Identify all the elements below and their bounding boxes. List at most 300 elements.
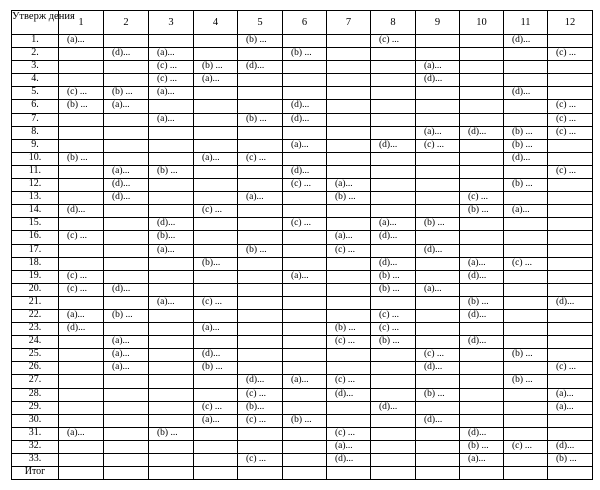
- table-cell: [416, 205, 460, 218]
- row-label: 5.: [12, 87, 59, 100]
- cell-value: (d)...: [379, 139, 398, 150]
- table-cell: [548, 244, 593, 257]
- table-cell: [59, 270, 104, 283]
- table-cell: [283, 323, 327, 336]
- cell-value: (b) ...: [335, 192, 356, 203]
- cell-value: (d)...: [67, 323, 86, 334]
- table-cell: [504, 454, 548, 467]
- table-row: [12, 414, 593, 427]
- table-cell: [59, 375, 104, 388]
- table-cell: [149, 270, 194, 283]
- table-cell: [194, 35, 238, 48]
- cell-value: (a)...: [67, 35, 85, 45]
- table-body: [12, 35, 593, 480]
- table-cell: [548, 257, 593, 270]
- table-cell: [59, 309, 104, 322]
- cell-value: (d)...: [468, 126, 487, 137]
- table-cell: [548, 336, 593, 349]
- cell-value: (a)...: [556, 401, 574, 412]
- table-cell: [104, 427, 149, 440]
- row-label: 13.: [12, 192, 59, 205]
- table-cell: [327, 48, 371, 61]
- table-cell: [460, 375, 504, 388]
- table-cell: [548, 401, 593, 414]
- table-cell: [238, 165, 283, 178]
- table-cell: [59, 35, 104, 48]
- table-cell: [460, 100, 504, 113]
- table-cell: [548, 35, 593, 48]
- cell-value: (d)...: [112, 48, 131, 59]
- table-cell: [283, 126, 327, 139]
- table-cell: [238, 61, 283, 74]
- cell-value: (d)...: [335, 454, 354, 464]
- cell-value: (a)...: [202, 414, 220, 425]
- table-cell: [149, 231, 194, 244]
- table-cell: [371, 454, 416, 467]
- row-label: 32.: [12, 440, 59, 453]
- table-cell: [327, 74, 371, 87]
- cell-value: (c) ...: [512, 440, 533, 451]
- table-cell: [283, 257, 327, 270]
- table-cell: [59, 48, 104, 61]
- table-cell: [283, 336, 327, 349]
- cell-value: (b) ...: [157, 165, 178, 176]
- table-cell: [238, 152, 283, 165]
- table-cell: [104, 388, 149, 401]
- cell-value: (b) ...: [512, 349, 533, 360]
- table-cell: [327, 152, 371, 165]
- table-cell: [548, 375, 593, 388]
- row-label: 11.: [12, 165, 59, 178]
- table-cell: [371, 440, 416, 453]
- table-cell: [149, 35, 194, 48]
- cell-value: (c) ...: [202, 296, 223, 307]
- table-cell: [104, 375, 149, 388]
- table-cell: [194, 440, 238, 453]
- row-label: 1.: [12, 35, 59, 48]
- table-cell: [416, 48, 460, 61]
- table-cell: [238, 35, 283, 48]
- table-cell: [371, 414, 416, 427]
- table-cell: [504, 270, 548, 283]
- table-cell: [194, 375, 238, 388]
- cell-value: (b) ...: [67, 152, 88, 163]
- cell-value: (c) ...: [202, 401, 223, 412]
- table-cell: [149, 244, 194, 257]
- cell-value: (b) ...: [112, 309, 133, 320]
- table-row: [12, 244, 593, 257]
- table-cell: [504, 323, 548, 336]
- table-cell: [194, 336, 238, 349]
- table-cell: [504, 440, 548, 453]
- table-row: [12, 336, 593, 349]
- table-cell: [327, 454, 371, 467]
- table-cell: [238, 401, 283, 414]
- table-cell: [59, 100, 104, 113]
- table-cell: [149, 257, 194, 270]
- table-cell: [238, 231, 283, 244]
- table-cell: [548, 427, 593, 440]
- table-row: [12, 388, 593, 401]
- column-header: 2: [104, 11, 149, 35]
- table-cell: [104, 192, 149, 205]
- table-cell: [371, 270, 416, 283]
- table-cell: [59, 283, 104, 296]
- column-header: 12: [548, 11, 593, 35]
- table-cell: [283, 205, 327, 218]
- row-label: 21.: [12, 296, 59, 309]
- table-cell: [149, 414, 194, 427]
- table-cell: [371, 87, 416, 100]
- cell-value: (a)...: [112, 100, 130, 111]
- table-cell: [194, 231, 238, 244]
- table-cell: [460, 192, 504, 205]
- total-cell: [149, 467, 194, 480]
- cell-value: (a)...: [556, 388, 574, 399]
- table-cell: [194, 61, 238, 74]
- table-cell: [460, 296, 504, 309]
- table-cell: [104, 270, 149, 283]
- table-row: [12, 61, 593, 74]
- cell-value: (c) ...: [67, 87, 88, 98]
- row-label: 15.: [12, 218, 59, 231]
- table-cell: [371, 179, 416, 192]
- cell-value: (b) ...: [512, 139, 533, 150]
- cell-value: (d)...: [112, 192, 131, 203]
- table-cell: [371, 126, 416, 139]
- cell-value: (d)...: [424, 244, 443, 255]
- table-cell: [460, 179, 504, 192]
- table-cell: [416, 113, 460, 126]
- table-cell: [283, 165, 327, 178]
- row-label: 20.: [12, 283, 59, 296]
- cell-value: (c) ...: [556, 113, 577, 124]
- cell-value: (c) ...: [424, 139, 445, 150]
- cell-value: (b) ...: [246, 113, 267, 124]
- cell-value: (c) ...: [379, 309, 400, 320]
- total-cell: [504, 467, 548, 480]
- table-cell: [238, 270, 283, 283]
- header-row: [12, 11, 593, 35]
- row-label: 16.: [12, 231, 59, 244]
- table-cell: [548, 323, 593, 336]
- table-cell: [194, 349, 238, 362]
- table-cell: [283, 48, 327, 61]
- cell-value: (b) ...: [468, 296, 489, 307]
- cell-value: (c) ...: [335, 244, 356, 255]
- table-cell: [416, 309, 460, 322]
- table-cell: [416, 152, 460, 165]
- cell-value: (b) ...: [112, 87, 133, 98]
- cell-value: (d)...: [556, 440, 575, 451]
- table-row: [12, 427, 593, 440]
- table-cell: [416, 427, 460, 440]
- table-row: [12, 35, 593, 48]
- table-row: [12, 205, 593, 218]
- table-cell: [149, 375, 194, 388]
- table-cell: [194, 414, 238, 427]
- table-cell: [327, 165, 371, 178]
- table-cell: [194, 362, 238, 375]
- table-cell: [59, 231, 104, 244]
- table-cell: [460, 87, 504, 100]
- table-cell: [59, 454, 104, 467]
- table-cell: [238, 349, 283, 362]
- table-row: [12, 257, 593, 270]
- table-cell: [416, 440, 460, 453]
- table-row: [12, 270, 593, 283]
- cell-value: (a)...: [291, 139, 309, 150]
- table-cell: [416, 61, 460, 74]
- table-cell: [371, 401, 416, 414]
- cell-value: (d)...: [379, 257, 398, 268]
- table-cell: [149, 218, 194, 231]
- table-cell: [504, 375, 548, 388]
- table-row: [12, 152, 593, 165]
- cell-value: (a)...: [512, 205, 530, 216]
- cell-value: (d)...: [246, 375, 265, 386]
- table-cell: [238, 440, 283, 453]
- table-cell: [327, 375, 371, 388]
- row-label: 2.: [12, 48, 59, 61]
- table-cell: [149, 165, 194, 178]
- table-cell: [149, 74, 194, 87]
- table-row: [12, 454, 593, 467]
- cell-value: (a)...: [335, 231, 353, 242]
- table-cell: [283, 139, 327, 152]
- table-cell: [149, 388, 194, 401]
- table-cell: [238, 113, 283, 126]
- table-cell: [504, 126, 548, 139]
- cell-value: (b) ...: [512, 375, 533, 386]
- table-cell: [504, 388, 548, 401]
- table-cell: [283, 218, 327, 231]
- table-cell: [238, 309, 283, 322]
- table-cell: [149, 139, 194, 152]
- table-cell: [416, 270, 460, 283]
- table-cell: [548, 139, 593, 152]
- row-label: 6.: [12, 100, 59, 113]
- table-cell: [149, 336, 194, 349]
- table-cell: [460, 244, 504, 257]
- cell-value: (b) ...: [202, 362, 223, 373]
- table-cell: [283, 270, 327, 283]
- cell-value: (d)...: [291, 165, 310, 176]
- cell-value: (d)...: [424, 74, 443, 85]
- table-cell: [59, 218, 104, 231]
- table-cell: [548, 205, 593, 218]
- table-row: [12, 48, 593, 61]
- table-cell: [149, 87, 194, 100]
- table-cell: [59, 349, 104, 362]
- table-cell: [504, 87, 548, 100]
- cell-value: (a)...: [468, 257, 486, 268]
- table-cell: [104, 100, 149, 113]
- row-label: 28.: [12, 388, 59, 401]
- table-cell: [238, 48, 283, 61]
- table-cell: [283, 100, 327, 113]
- cell-value: (d)...: [512, 35, 531, 45]
- cell-value: (a)...: [424, 126, 442, 137]
- table-cell: [416, 218, 460, 231]
- table-cell: [327, 179, 371, 192]
- cell-value: (a)...: [112, 349, 130, 360]
- row-label: 10.: [12, 152, 59, 165]
- table-cell: [283, 231, 327, 244]
- table-cell: [283, 113, 327, 126]
- cell-value: (d)...: [468, 336, 487, 347]
- table-cell: [460, 323, 504, 336]
- table-cell: [548, 440, 593, 453]
- table-cell: [104, 231, 149, 244]
- table-cell: [460, 61, 504, 74]
- table-row: [12, 100, 593, 113]
- table-cell: [504, 48, 548, 61]
- table-cell: [59, 296, 104, 309]
- table-cell: [371, 244, 416, 257]
- table-cell: [460, 139, 504, 152]
- table-cell: [416, 165, 460, 178]
- table-cell: [283, 74, 327, 87]
- column-header: 5: [238, 11, 283, 35]
- table-cell: [327, 218, 371, 231]
- table-cell: [283, 375, 327, 388]
- table-cell: [238, 375, 283, 388]
- table-cell: [238, 323, 283, 336]
- table-cell: [548, 87, 593, 100]
- table-cell: [149, 205, 194, 218]
- table-cell: [238, 283, 283, 296]
- table-cell: [327, 414, 371, 427]
- cell-value: (c) ...: [556, 100, 577, 111]
- row-label: 19.: [12, 270, 59, 283]
- table-cell: [327, 270, 371, 283]
- table-cell: [327, 100, 371, 113]
- table-cell: [283, 427, 327, 440]
- table-cell: [104, 35, 149, 48]
- table-cell: [504, 401, 548, 414]
- table-cell: [238, 74, 283, 87]
- table-cell: [327, 192, 371, 205]
- table-cell: [59, 192, 104, 205]
- table-cell: [283, 87, 327, 100]
- cell-value: (b) ...: [379, 283, 400, 294]
- table-cell: [371, 205, 416, 218]
- table-cell: [416, 336, 460, 349]
- cell-value: (b) ...: [291, 414, 312, 425]
- table-cell: [59, 113, 104, 126]
- table-cell: [460, 309, 504, 322]
- table-cell: [416, 257, 460, 270]
- cell-value: (b) ...: [246, 244, 267, 255]
- table-cell: [59, 414, 104, 427]
- total-cell: [104, 467, 149, 480]
- cell-value: (d)...: [335, 388, 354, 399]
- table-cell: [104, 283, 149, 296]
- cell-value: (a)...: [202, 74, 220, 85]
- cell-value: (c) ...: [246, 414, 267, 425]
- cell-value: (a)...: [291, 375, 309, 386]
- table-cell: [327, 244, 371, 257]
- total-label: Итог: [12, 467, 59, 480]
- table-cell: [238, 126, 283, 139]
- cell-value: (b)...: [157, 231, 176, 242]
- column-header: 9: [416, 11, 460, 35]
- column-header: 7: [327, 11, 371, 35]
- total-row: [12, 467, 593, 480]
- table-cell: [149, 126, 194, 139]
- cell-value: (a)...: [67, 309, 85, 320]
- table-cell: [149, 440, 194, 453]
- cell-value: (c) ...: [246, 388, 267, 399]
- table-cell: [460, 74, 504, 87]
- table-cell: [104, 336, 149, 349]
- cell-value: (b) ...: [67, 100, 88, 111]
- table-cell: [194, 454, 238, 467]
- table-cell: [504, 414, 548, 427]
- table-row: [12, 349, 593, 362]
- table-cell: [504, 231, 548, 244]
- table-row: [12, 323, 593, 336]
- cell-value: (a)...: [291, 270, 309, 281]
- table-cell: [460, 336, 504, 349]
- cell-value: (c) ...: [556, 165, 577, 176]
- table-cell: [104, 454, 149, 467]
- table-cell: [548, 454, 593, 467]
- table-cell: [548, 283, 593, 296]
- table-cell: [416, 283, 460, 296]
- table-cell: [327, 296, 371, 309]
- row-label: 23.: [12, 323, 59, 336]
- cell-value: (a)...: [157, 48, 175, 59]
- table-cell: [104, 126, 149, 139]
- cell-value: (a)...: [157, 244, 175, 255]
- table-cell: [416, 349, 460, 362]
- row-label: 30.: [12, 414, 59, 427]
- table-cell: [416, 179, 460, 192]
- cell-value: (b) ...: [424, 388, 445, 399]
- cell-value: (c) ...: [379, 323, 400, 334]
- table-cell: [371, 388, 416, 401]
- table-cell: [283, 349, 327, 362]
- table-cell: [504, 309, 548, 322]
- row-label: 12.: [12, 179, 59, 192]
- table-cell: [504, 257, 548, 270]
- table-cell: [548, 179, 593, 192]
- cell-value: (d)...: [424, 362, 443, 373]
- table-cell: [149, 309, 194, 322]
- cell-value: (b) ...: [556, 454, 577, 464]
- table-cell: [416, 323, 460, 336]
- table-cell: [104, 414, 149, 427]
- cell-value: (a)...: [335, 440, 353, 451]
- corner-header: Утверж дения: [12, 11, 59, 35]
- table-cell: [460, 427, 504, 440]
- table-row: [12, 401, 593, 414]
- cell-value: (d)...: [157, 218, 176, 229]
- table-cell: [416, 139, 460, 152]
- table-cell: [149, 349, 194, 362]
- table-cell: [548, 192, 593, 205]
- cell-value: (c) ...: [335, 427, 356, 438]
- cell-value: (a)...: [157, 296, 175, 307]
- table-cell: [416, 192, 460, 205]
- table-cell: [548, 126, 593, 139]
- total-cell: [59, 467, 104, 480]
- column-header: 11: [504, 11, 548, 35]
- table-cell: [371, 100, 416, 113]
- table-cell: [548, 165, 593, 178]
